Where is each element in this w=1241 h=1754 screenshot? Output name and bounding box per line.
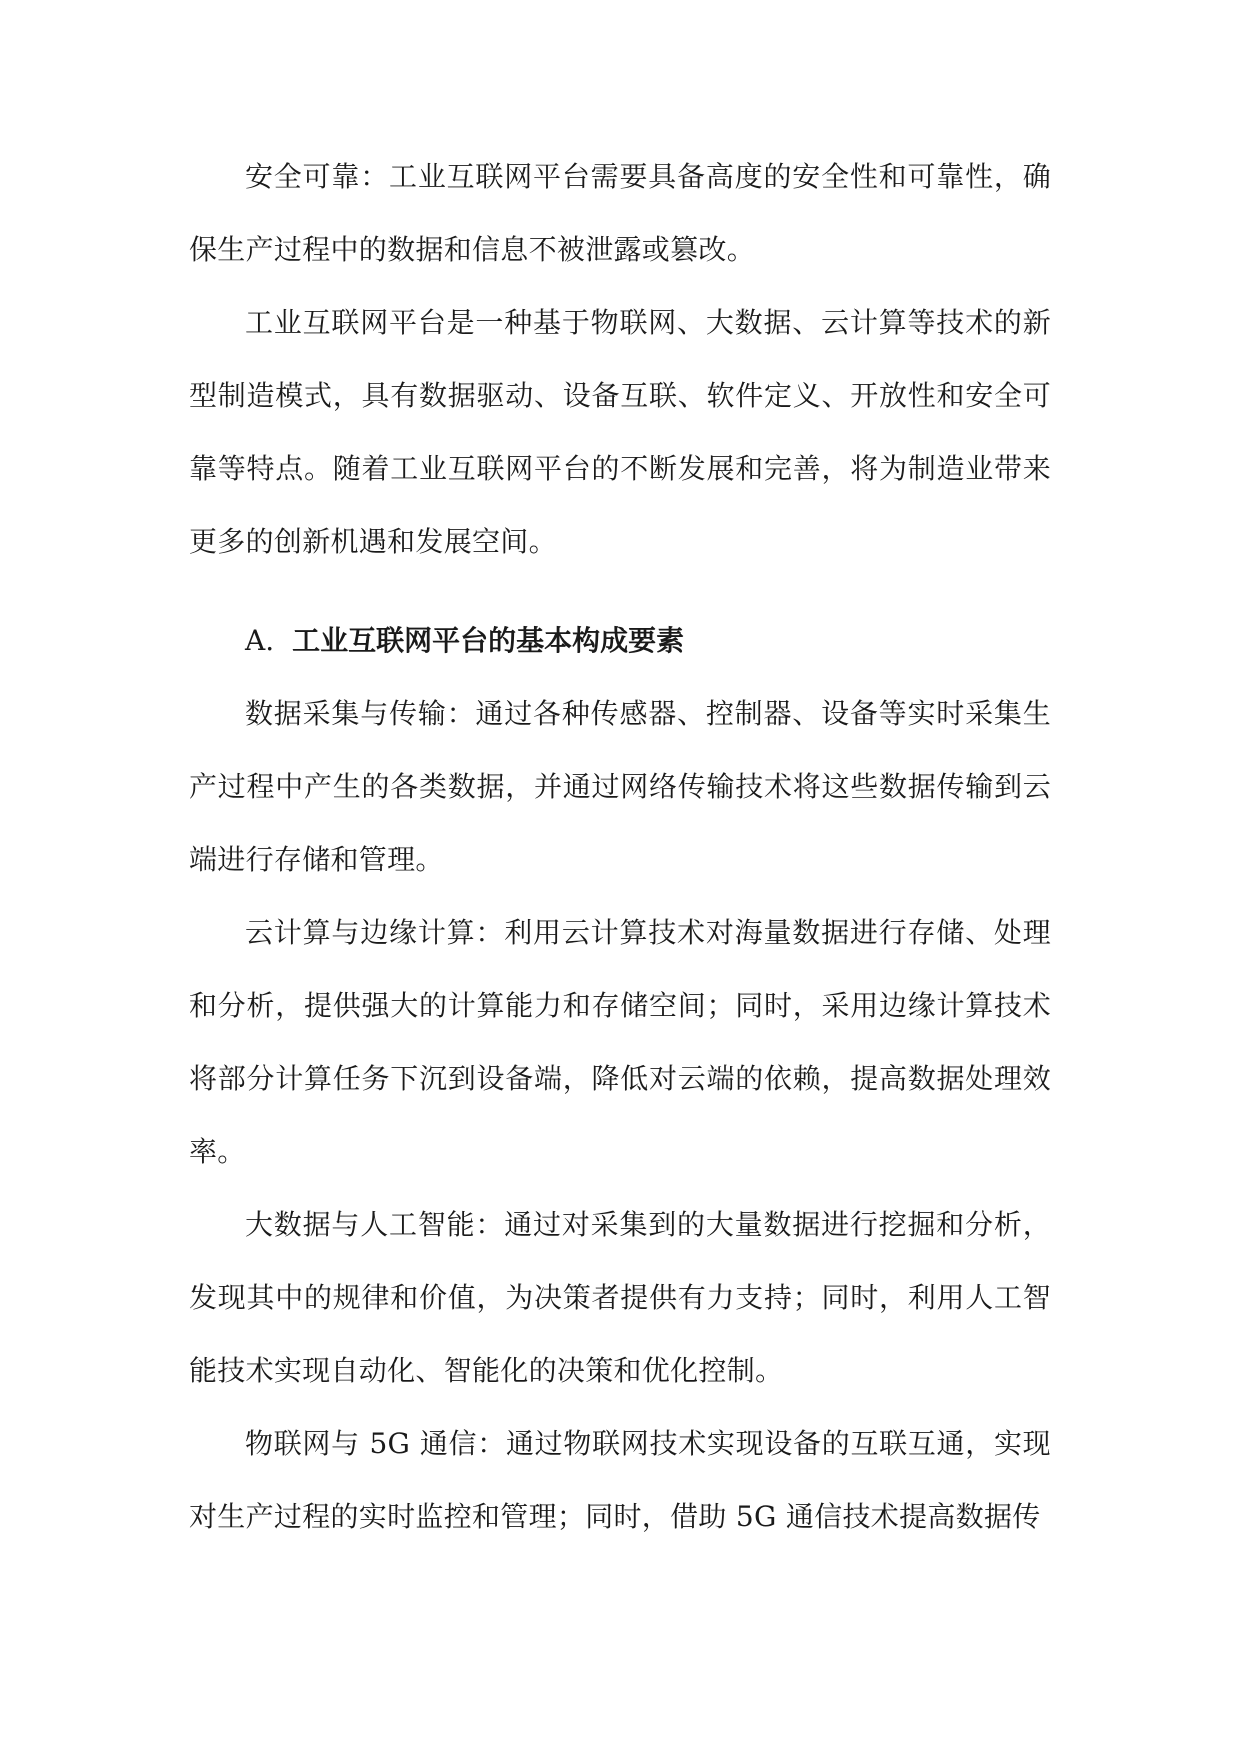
paragraph-cloud-edge-computing: 云计算与边缘计算：利用云计算技术对海量数据进行存储、处理和分析，提供强大的计算能力和存储空间；同时，采用边缘计算技术将部分计算任务下沉到设备端，降低对云端的依赖，提高数据处理效率。 [189, 916, 1051, 1168]
paragraph-platform-summary: 工业互联网平台是一种基于物联网、大数据、云计算等技术的新型制造模式，具有数据驱动、设备互联、软件定义、开放性和安全可靠等特点。随着工业互联网平台的不断发展和完善，将为制造业带来更多的创新机遇和发展空间。 [189, 306, 1051, 558]
paragraph-data-collection: 数据采集与传输：通过各种传感器、控制器、设备等实时采集生产过程中产生的各类数据，并通过网络传输技术将这些数据传输到云端进行存储和管理。 [189, 697, 1051, 876]
paragraph-bigdata-ai: 大数据与人工智能：通过对采集到的大量数据进行挖掘和分析，发现其中的规律和价值，为决策者提供有力支持；同时，利用人工智能技术实现自动化、智能化的决策和优化控制。 [189, 1208, 1051, 1387]
paragraph-iot-5g: 物联网与 5G 通信：通过物联网技术实现设备的互联互通，实现对生产过程的实时监控和管理；同时，借助 5G 通信技术提高数据传 [189, 1427, 1051, 1533]
section-heading [189, 604, 1051, 677]
paragraph-security-reliability: 安全可靠：工业互联网平台需要具备高度的安全性和可靠性，确保生产过程中的数据和信息不被泄露或篡改。 [189, 160, 1051, 266]
section-title: 工业互联网平台的基本构成要素 [292, 624, 685, 657]
section-marker: A. [245, 624, 275, 657]
document-body [189, 140, 1051, 1553]
